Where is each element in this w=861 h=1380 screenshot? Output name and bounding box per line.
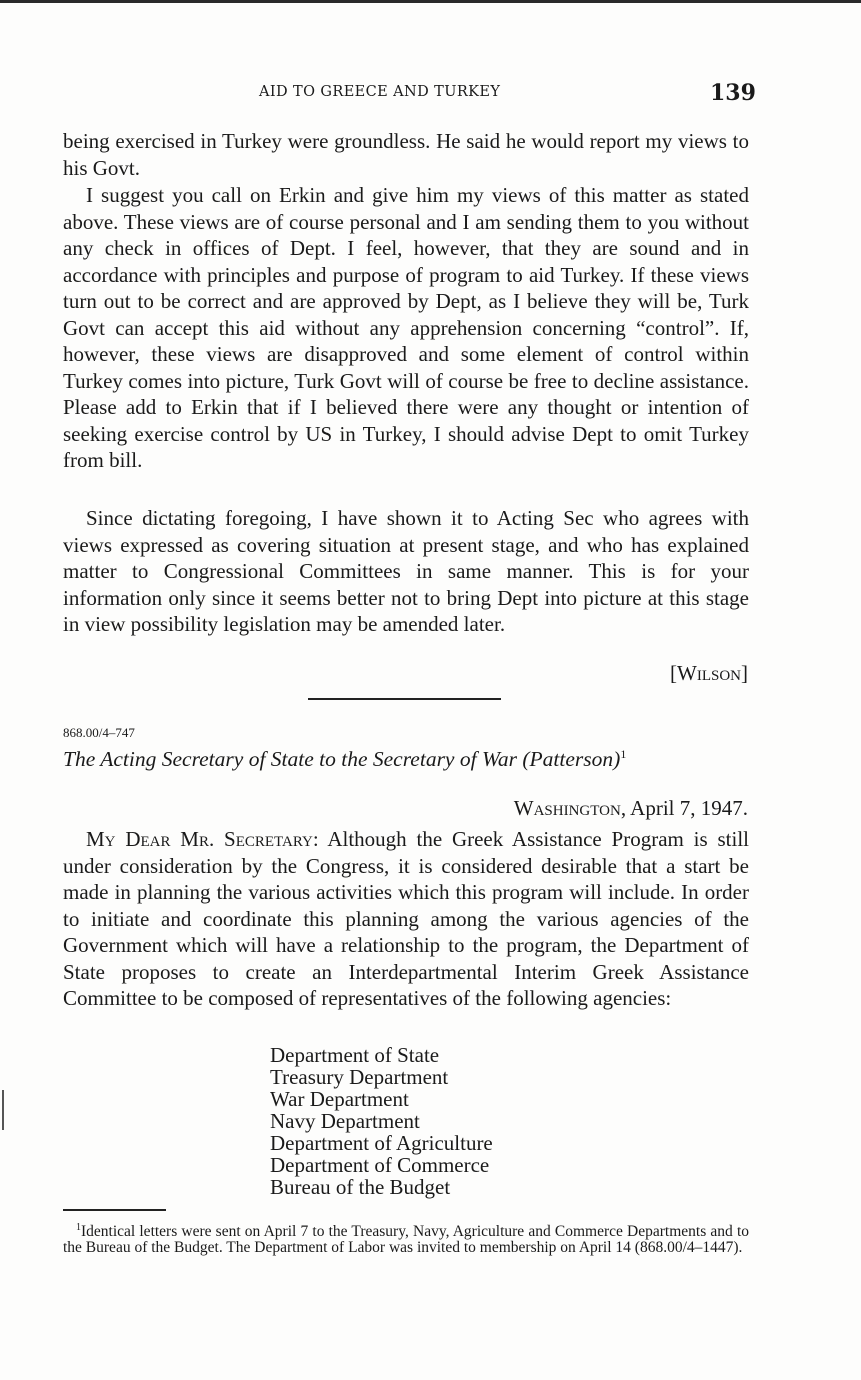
letter-body-text: : Although the Greek Assistance Program is still under consideration by the Congress, it is considered desirable that a start be made in planning the various activities which this program will include. In order to initiate and coordinate this planning among the various agencies of the Government which will have a relationship to the program, the Department of State proposes to create an Interdepartmental Interim Greek Assistance Committee to be composed of representatives of the following agencies: <box>63 827 749 1010</box>
signature: [Wilson] <box>670 661 748 685</box>
title-footnote-mark: 1 <box>620 747 627 761</box>
agency-item: Navy Department <box>270 1109 420 1133</box>
document-title <box>63 747 753 772</box>
footnote-rule <box>63 1209 166 1211</box>
page-number: 139 <box>710 80 756 106</box>
footnote <box>63 1220 749 1256</box>
agency-item: Department of Agriculture <box>270 1131 493 1155</box>
agency-list <box>270 1044 493 1198</box>
paragraph-1: being exercised in Turkey were groundless. He said he would report my views to his Govt. <box>63 129 749 180</box>
dateline-date: , April 7, 1947. <box>620 796 748 820</box>
salutation: My Dear Mr. Secretary <box>86 827 313 851</box>
document-title-text: The Acting Secretary of State to the Secretary of War (Patterson) <box>63 747 621 772</box>
section-divider <box>308 698 501 700</box>
paragraph-3: Since dictating foregoing, I have shown it to Acting Sec who agrees with views expressed as covering situation at present stage, and who has explained matter to Congressional Committees in same manner. This is for your information only since it seems better not to bring Dept into picture at this stage in view possibility legislation may be amended later. <box>63 506 749 636</box>
agency-item: Department of Commerce <box>270 1153 490 1177</box>
agency-item: Treasury Department <box>270 1065 449 1089</box>
agency-item: War Department <box>270 1087 409 1111</box>
agency-item: Department of State <box>270 1043 440 1067</box>
footnote-text: Identical letters were sent on April 7 to the Treasury, Navy, Agriculture and Commerce Departments and to the Bureau of the Budget. The Department of Labor was invited to membership on April 14 (868.00/4–1447). <box>63 1223 749 1257</box>
scan-top-edge <box>0 0 861 3</box>
paragraph-2: I suggest you call on Erkin and give him my views of this matter as stated above. These views are of course personal and I am sending them to you without any check in offices of Dept. I feel, however, that they are sound and in accordance with principles and purpose of program to aid Turkey. If these views turn out to be correct and are approved by Dept, as I believe they will be, Turk Govt can accept this aid without any apprehension concerning “control”. If, however, these views are disapproved and some element of control within Turkey comes into picture, Turk Govt will of course be free to decline assistance. Please add to Erkin that if I believed there were any thought or intention of seeking exercise control by US in Turkey, I should advise Dept to omit Turkey from bill. <box>63 183 749 472</box>
letter-body <box>63 826 749 1012</box>
running-head: AID TO GREECE AND TURKEY <box>259 84 501 100</box>
dateline-place: Washington <box>513 796 621 820</box>
dateline <box>470 796 748 821</box>
file-number: 868.00/4–747 <box>63 725 135 740</box>
agency-item: Bureau of the Budget <box>270 1175 451 1199</box>
footnote-mark: 1 <box>76 1222 81 1233</box>
scan-margin-mark <box>2 1090 4 1130</box>
